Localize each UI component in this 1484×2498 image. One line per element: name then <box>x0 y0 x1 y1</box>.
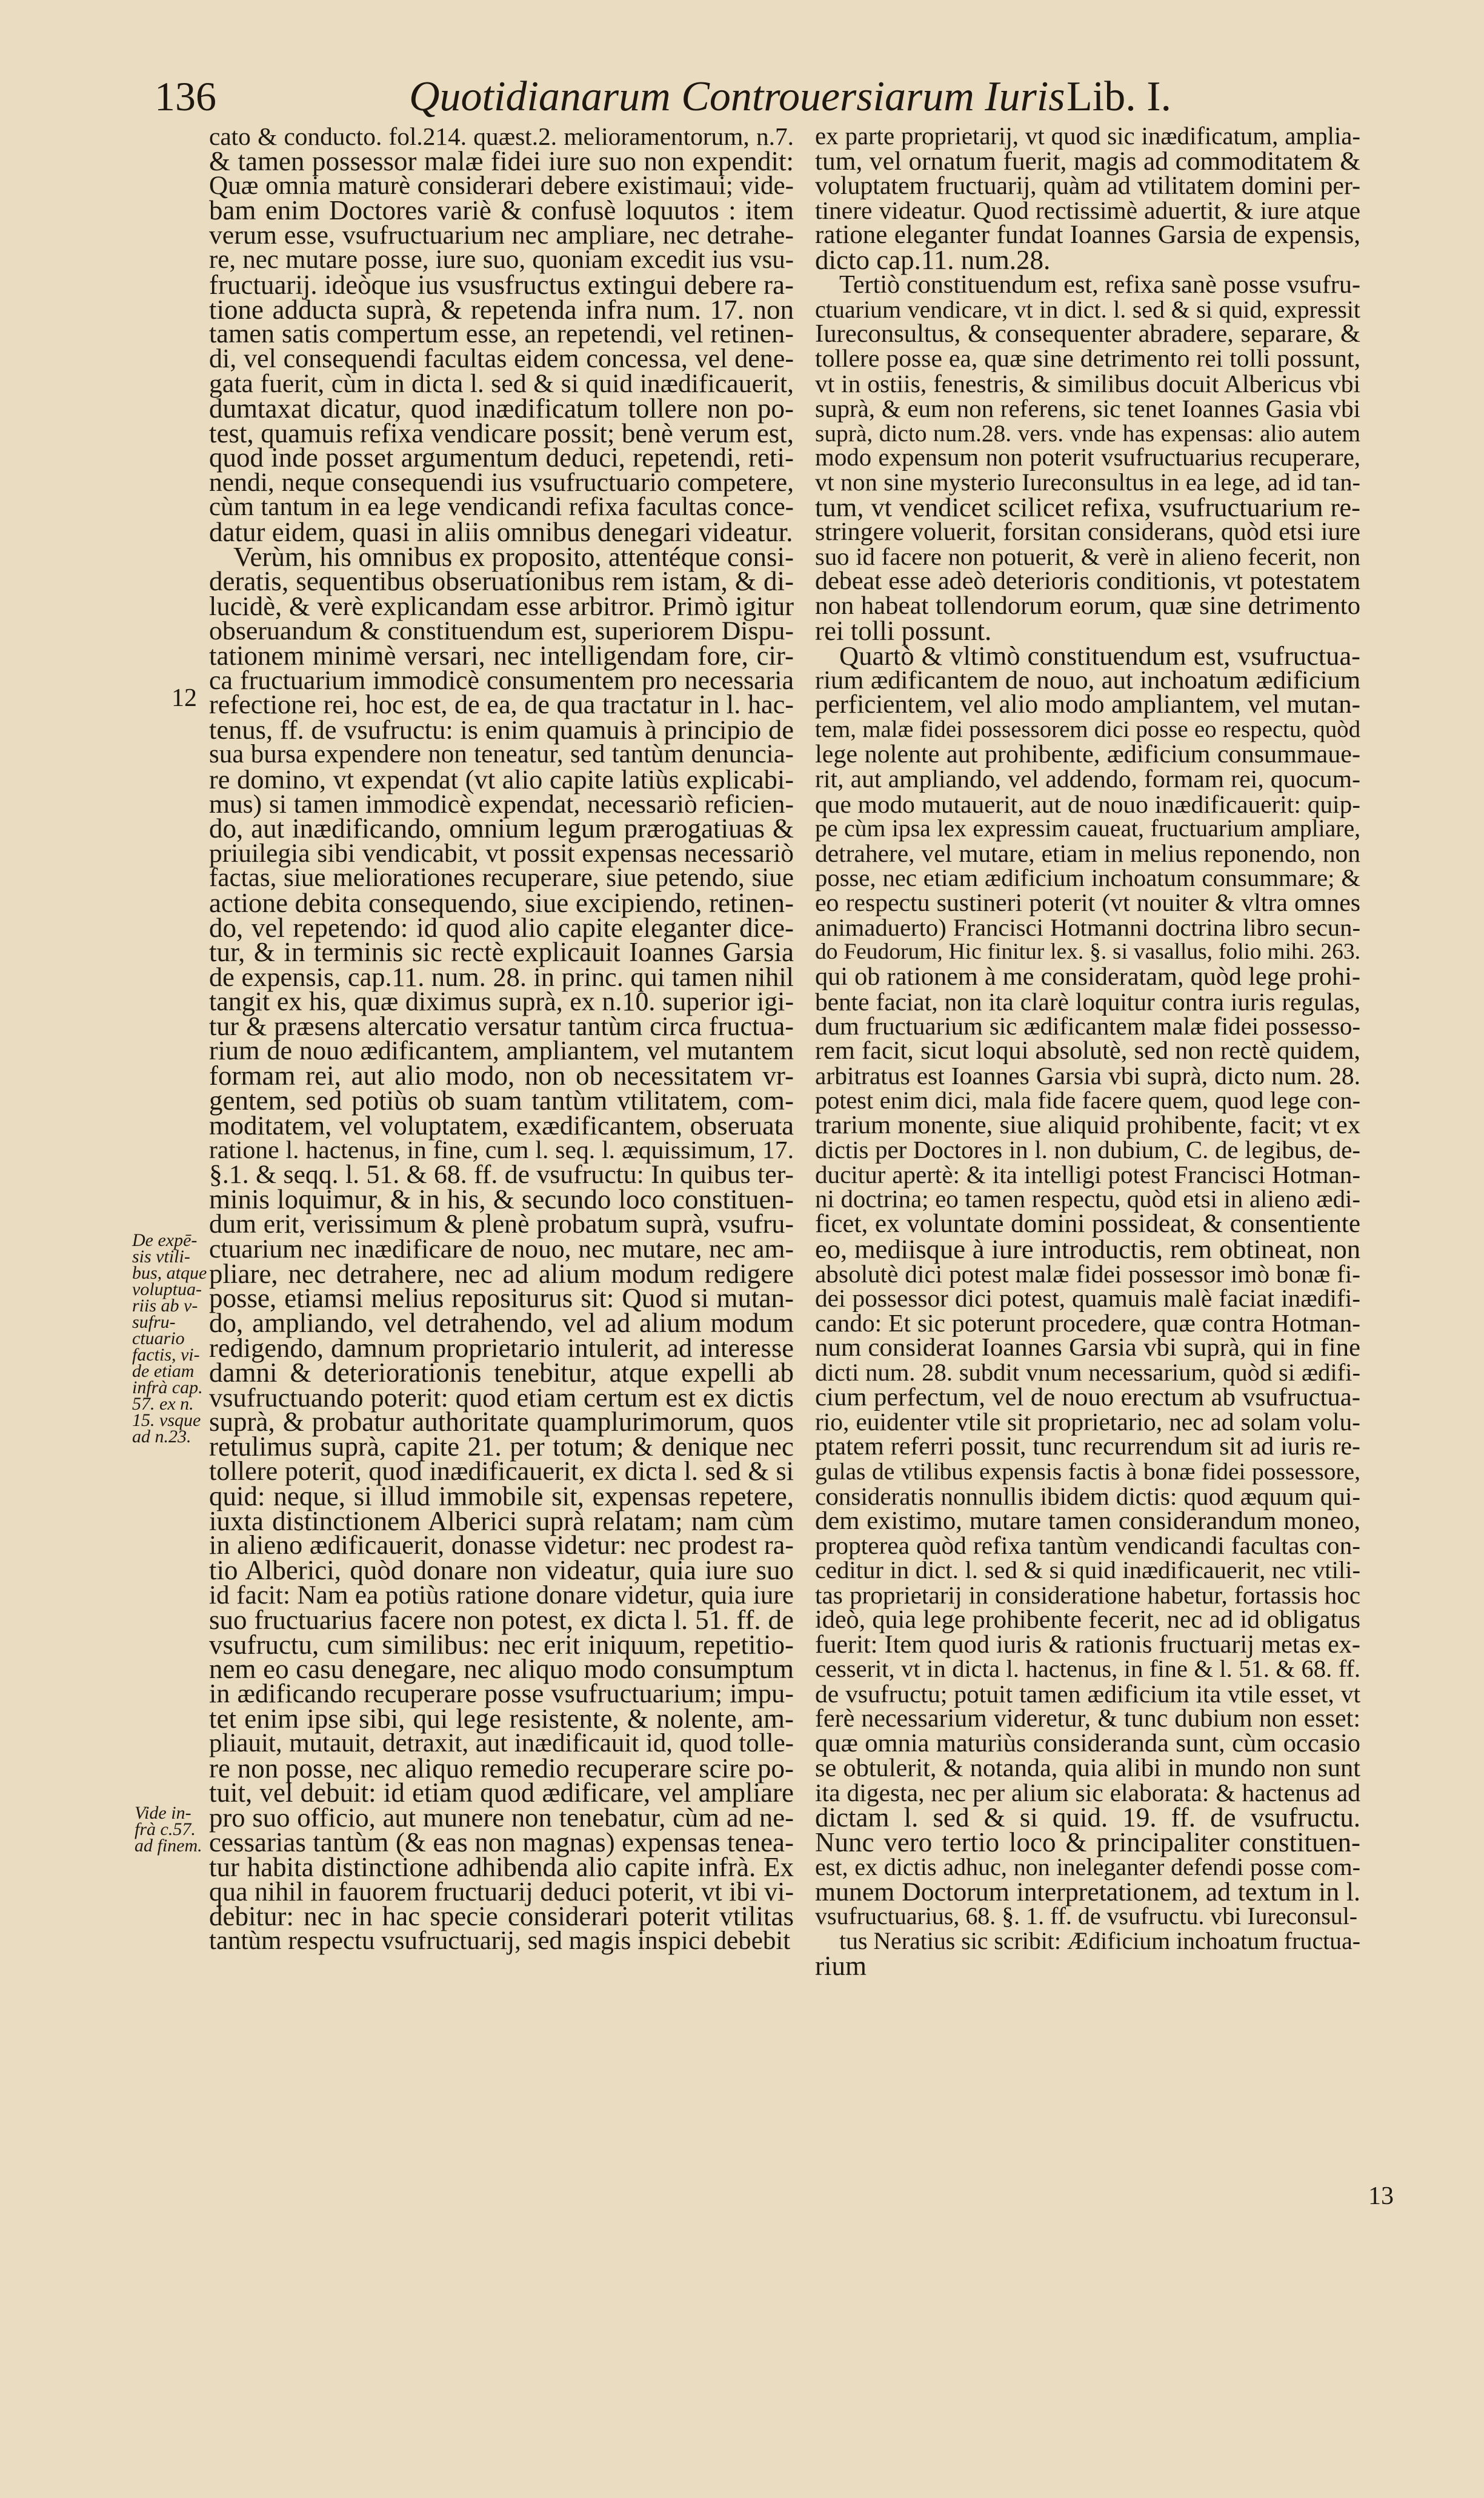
margin-note-line: 57. ex n. <box>132 1394 194 1414</box>
text-line: tur & præsens altercatio versatur tantùm circa fructua- <box>209 1011 794 1041</box>
text-line: rio, euidenter vtile sit proprietario, nec ad solam volu- <box>815 1408 1360 1436</box>
text-line: dum erit, verissimum & plenè probatum suprà, vsufru- <box>209 1210 794 1239</box>
text-line: fuerit: Item quod iuris & rationis fructuarij metas ex- <box>815 1630 1360 1659</box>
margin-note-cross-reference <box>135 1805 202 1854</box>
text-line: debitur: nec in hac specie considerari poterit vtilitas <box>209 1901 794 1932</box>
text-line: est, ex dictis adhuc, non ineleganter defendi posse com- <box>815 1853 1360 1880</box>
paragraph-number-13: 13 <box>1368 2182 1394 2210</box>
page-number: 136 <box>155 73 216 119</box>
text-line: ferè necessarium videretur, & tunc dubium non esset: <box>815 1705 1360 1733</box>
margin-note-line: frà c.57. <box>135 1819 196 1839</box>
text-line: id facit: Nam ea potiùs ratione donare videtur, quia iure <box>209 1580 794 1610</box>
text-line: Nunc vero tertio loco & principaliter constituen- <box>815 1827 1360 1857</box>
text-line: dumtaxat dicatur, quod inædificatum tollere non po- <box>209 393 794 424</box>
margin-note-line: Vide in- <box>135 1803 191 1823</box>
text-line: tio Alberici, quòd donare non videatur, quia iure suo <box>209 1555 794 1586</box>
text-line: ctuarium vendicare, vt in dict. l. sed & si quid, expressit <box>815 295 1360 323</box>
text-line: Quæ omnia maturè considerari debere existimaui; vide- <box>209 171 794 200</box>
text-line: do, aut inædificando, omnium legum prærogatiuas & <box>209 813 794 844</box>
text-line: suo id facere non potuerit, & verè in alieno fecerit, non <box>815 542 1360 570</box>
text-line: cùm tantum in ea lege vendicandi refixa facultas conce- <box>209 492 794 521</box>
text-line: tamen satis compertum esse, an repetendi, vel retinen- <box>209 319 794 349</box>
text-line: tas proprietarij in consideratione habetur, fortassis hoc <box>815 1581 1360 1610</box>
text-line: ita digesta, nec per alium sic elaborata: & hactenus ad <box>815 1779 1360 1807</box>
text-line: tum, vt vendicet scilicet refixa, vsufructuarium re- <box>815 491 1360 522</box>
text-line: actione debita consequendo, siue excipiendo, retinen- <box>209 887 794 918</box>
text-line: ratione eleganter fundat Ioannes Garsia de expensis, <box>815 221 1360 250</box>
text-line: gentem, sed potiùs ob suam tantùm vtilitatem, com- <box>209 1085 794 1116</box>
text-line: dem existimo, mutare tamen considerandum moneo, <box>815 1506 1360 1535</box>
text-line: tur habita distinctione adhibenda alio capite infrà. Ex <box>209 1851 794 1882</box>
text-line: fructuarij. ideòque ius vsusfructus extingui debere ra- <box>209 269 794 300</box>
text-line: sua bursa expendere non teneatur, sed tantùm denuncia- <box>209 739 794 768</box>
text-line: rei tolli possunt. <box>815 615 992 646</box>
text-line: voluptatem fructuarij, quàm ad vtilitatem domini per- <box>815 172 1360 200</box>
text-line: quid: neque, si illud immobile sit, expensas repetere, <box>209 1480 794 1511</box>
margin-note-line: voluptua- <box>132 1279 202 1299</box>
text-line: tione adducta suprà, & repetenda infra num. 17. non <box>209 294 794 325</box>
book-number: Lib. I. <box>1066 73 1172 120</box>
text-line: ca fructuarium immodicè consumentem pro necessaria <box>209 665 794 695</box>
text-line: se obtulerit, & notanda, quia alibi in mundo non sunt <box>815 1753 1360 1782</box>
margin-note-line: 15. vsque <box>132 1410 201 1430</box>
text-line: do Feudorum, Hic finitur lex. §. si vasallus, folio mihi. 263. <box>815 939 1360 965</box>
margin-note-line: ad finem. <box>135 1836 202 1856</box>
text-line: pliare, nec detrahere, nec ad alium modum redigere <box>209 1258 794 1289</box>
text-line: test, quamuis refixa vendicare possit; benè verum est, <box>209 418 794 448</box>
text-line: obseruandum & constituendum est, superiorem Dispu- <box>209 616 794 645</box>
text-line: dictam l. sed & si quid. 19. ff. de vsufructu. <box>815 1802 1360 1833</box>
text-line: mus) si tamen immodicè expendat, necessariò reficien- <box>209 789 794 819</box>
text-line: de expensis, cap.11. num. 28. in princ. qui tamen nihil <box>209 962 794 993</box>
text-line: vsufructu, cum similibus: nec erit iniquum, repetitio- <box>209 1629 794 1660</box>
text-line: qui ob rationem à me consideratam, quòd lege prohi- <box>815 962 1360 991</box>
text-line: formam rei, aut alio modo, non ob necessitatem vr- <box>209 1061 794 1091</box>
text-line: dictis per Doctores in l. non dubium, C. de legibus, de- <box>815 1136 1360 1164</box>
text-line: gulas de vtilibus expensis factis à bonæ fidei possessore, <box>815 1458 1360 1485</box>
text-line: posse, nec etiam ædificium inchoatum consummare; & <box>815 864 1360 891</box>
text-line: re domino, vt expendat (vt alio capite latiùs explicabi- <box>209 764 794 794</box>
text-line: lege nolente aut prohibente, ædificium consummaue- <box>815 739 1360 768</box>
text-line: potest enim dici, mala fide facere quem, quod lege con- <box>815 1087 1360 1114</box>
text-line: re, nec mutare posse, iure suo, quoniam excedit ius vsu- <box>209 245 794 274</box>
text-line: modo expensum non poterit vsufructuarius recuperare, <box>815 444 1360 471</box>
text-line: ptatem referri possit, tunc recurrendum sit ad iuris re- <box>815 1433 1360 1461</box>
text-line: tem, malæ fidei possessorem dici posse eo respectu, quòd <box>815 716 1360 743</box>
margin-note-line: sis vtili- <box>132 1247 190 1267</box>
text-line: eo, mediisque à iure introductis, rem obtineat, non <box>815 1233 1360 1264</box>
text-line: ni doctrina; eo tamen respectu, quòd etsi in alieno ædi- <box>815 1185 1360 1213</box>
text-line: vt in ostiis, fenestris, & similibus docuit Albericus vbi <box>815 369 1360 398</box>
text-line: re non posse, nec aliquo remedio recuperare scire po- <box>209 1753 794 1784</box>
text-line: tet enim ipse sibi, qui lege resistente, & nolente, am- <box>209 1704 794 1734</box>
text-line: quod inde posset argumentum deduci, repetendi, reti- <box>209 442 794 473</box>
text-line: do, ampliando, vel detrahendo, vel ad alium modum <box>209 1308 794 1339</box>
text-line: vsufructuarius, 68. §. 1. ff. de vsufructu. vbi Iureconsul- <box>815 1902 1358 1930</box>
text-line: animaduerto) Francisci Hotmanni doctrina libro secun- <box>815 913 1360 941</box>
text-line: rium <box>815 1950 867 1981</box>
text-line: arbitratus est Ioannes Garsia vbi suprà, dicto num. 28. <box>815 1062 1360 1090</box>
margin-note-line: ctuario <box>132 1328 185 1348</box>
text-line: suprà, dicto num.28. vers. vnde has expensas: alio autem <box>815 419 1360 447</box>
text-line: gata fuerit, cùm in dicta l. sed & si quid inædificauerit, <box>209 368 794 398</box>
text-line: bam enim Doctores variè & confusè loquutos : item <box>209 195 794 226</box>
text-line: tur, & in terminis sic rectè explicauit Ioannes Garsia <box>209 937 794 968</box>
text-line: tationem minimè versari, nec intelligendam fore, cir- <box>209 640 794 671</box>
text-line: perficientem, vel alio modo ampliantem, vel mutan- <box>815 690 1360 719</box>
text-line: cium perfectum, vel de nouo erectum ab vsufructua- <box>815 1382 1360 1411</box>
text-line: retulimus suprà, capite 21. per totum; & denique nec <box>209 1431 794 1462</box>
text-line: stringere voluerit, forsitan considerans, quòd etsi iure <box>815 518 1360 546</box>
text-line: detrahere, vel mutare, etiam in melius reponendo, non <box>815 839 1360 868</box>
text-line: ctuarium nec inædificare de nouo, nec mutare, nec am- <box>209 1234 794 1264</box>
text-line: consideratis nonnullis ibidem dictis: quod æquum qui- <box>815 1482 1360 1510</box>
text-line: debeat esse adeò deterioris conditionis, vt potestatem <box>815 567 1360 596</box>
text-line: eo respectu sustineri poterit (vt nouiter & vltra omnes <box>815 888 1360 917</box>
text-line: tantùm respectu vsufructuarij, sed magis inspici debebit <box>209 1927 791 1956</box>
margin-note-line: sufru- <box>132 1312 176 1332</box>
text-line: rit, aut ampliando, vel addendo, formam rei, quocum- <box>815 765 1360 793</box>
text-line: in ædificando recuperare posse vsufructuarium; impu- <box>209 1679 794 1709</box>
text-line: propterea quòd refixa tantùm vendicandi facultas con- <box>815 1531 1360 1560</box>
text-line: pliauit, mutauit, detraxit, aut inædificauit id, quod tolle- <box>209 1728 794 1757</box>
text-line: Iureconsultus, & consequenter abradere, separare, & <box>815 319 1360 348</box>
text-line: redigendo, damnum proprietario intulerit, ad interesse <box>209 1333 794 1364</box>
text-line: tollere posse ea, quæ sine detrimento rei tolli possunt, <box>815 345 1360 373</box>
text-line: §.1. & seqq. l. 51. & 68. ff. de vsufructu: In quibus ter- <box>209 1160 794 1190</box>
text-line: trarium monente, siue aliquid prohibente, facit; vt ex <box>815 1110 1360 1139</box>
text-line: num considerat Ioannes Garsia vbi suprà, qui in fine <box>815 1333 1360 1362</box>
margin-note-line: infrà cap. <box>132 1377 203 1397</box>
margin-note-line: de etiam <box>132 1361 195 1381</box>
text-line: verum esse, vsufructuarium nec ampliare, nec detrahe- <box>209 221 794 250</box>
text-line: de vsufructu; potuit tamen ædificium ita vtile esset, vt <box>815 1680 1360 1708</box>
text-line: nem eo casu denegare, nec aliquo modo consumptum <box>209 1654 794 1685</box>
paragraph-number-12: 12 <box>171 684 197 712</box>
text-line: qua nihil in fauorem fructuarij deduci poterit, vt ibi vi- <box>209 1876 794 1907</box>
margin-note-line: ad n.23. <box>132 1427 191 1447</box>
text-line: ratione l. hactenus, in fine, cum l. seq. l. æquissimum, 17. <box>209 1136 794 1164</box>
text-line: refectione rei, hoc est, de ea, de qua tractatur in l. hac- <box>209 690 794 720</box>
text-line: suprà, & eum non referens, sic tenet Ioannes Gasia vbi <box>815 394 1360 422</box>
text-line: munem Doctorum interpretationem, ad textum in l. <box>815 1877 1360 1907</box>
text-line: nendi, neque consequendi ius vsufructuario competere, <box>209 468 794 498</box>
text-line: Verùm, his omnibus ex proposito, attentéque consi- <box>233 541 794 572</box>
text-line: quæ omnia maturiùs consideranda sunt, cùm occasio <box>815 1728 1360 1757</box>
text-line: suprà, & probatur authoritate quamplurimorum, quos <box>209 1407 794 1437</box>
text-line: pe cùm ipsa lex expressim caueat, fructuarium ampliare, <box>815 815 1360 842</box>
right-column <box>815 124 1360 1979</box>
text-line: tuit, vel debuit: id etiam quod ædificare, vel ampliare <box>209 1777 794 1808</box>
text-line: tangit ex his, quæ diximus suprà, ex n.10. superior igi- <box>209 986 794 1016</box>
text-line: tenus, ff. de vsufructu: is enim quamuis à principio de <box>209 714 794 745</box>
text-line: lucidè, & verè explicandam esse arbitror. Primò igitur <box>209 591 794 622</box>
text-line: vsufructuando poterit: quod etiam certum est ex dictis <box>209 1382 794 1413</box>
text-line: rium ædificantem de nouo, aut inchoatum ædificium <box>815 665 1360 694</box>
margin-note-line: factis, vi- <box>132 1345 200 1365</box>
text-line: ceditur in dict. l. sed & si quid inædificauerit, nec vtili- <box>815 1556 1360 1584</box>
text-line: iuxta distinctionem Alberici suprà relatam; nam cùm <box>209 1505 794 1536</box>
text-line: cando: Et sic poterunt procedere, quæ contra Hotman- <box>815 1309 1360 1337</box>
text-line: bente faciat, non ita clarè loquitur contra iuris regulas, <box>815 987 1360 1016</box>
text-line: dei possessor dici potest, quamuis malè faciat inædifi- <box>815 1284 1360 1313</box>
text-line: ducitur apertè: & ita intelligi potest Francisci Hotman- <box>815 1161 1360 1189</box>
text-line: Quartò & vltimò constituendum est, vsufructua- <box>839 640 1360 671</box>
text-line: damni & deteriorationis tenebitur, atque expelli ab <box>209 1357 794 1388</box>
text-line: ex parte proprietarij, vt quod sic inædificatum, amplia- <box>815 122 1360 150</box>
text-line: dicto cap.11. num.28. <box>815 244 1051 275</box>
text-line: que modo mutauerit, aut de nouo inædificauerit: quip- <box>815 790 1360 818</box>
text-line: ideò, quia lege prohibente fecerit, nec ad id obligatus <box>815 1605 1360 1634</box>
margin-note-line: riis ab v- <box>132 1296 198 1316</box>
text-line: tum, vel ornatum fuerit, magis ad commoditatem & <box>815 146 1360 176</box>
text-line: suo fructuarius facere non potest, ex dicta l. 51. ff. de <box>209 1604 794 1635</box>
text-line: rem facit, sicut loqui absolutè, sed non rectè quidem, <box>815 1036 1360 1065</box>
text-line: deratis, sequentibus obseruationibus rem istam, & di- <box>209 566 794 597</box>
text-line: Tertiò constituendum est, refixa sanè posse vsufru- <box>839 270 1360 299</box>
text-line: moditatem, vel voluptatem, exædificantem, obseruata <box>209 1110 794 1141</box>
text-line: non habeat tollendorum eorum, quæ sine detrimento <box>815 591 1360 621</box>
text-line: do, vel repetendo: id quod alio capite eleganter dice- <box>209 912 794 943</box>
text-line: vt non sine mysterio Iureconsultus in ea lege, ad id tan- <box>815 468 1360 496</box>
text-line: pro suo officio, aut munere non tenebatur, cùm ad ne- <box>209 1802 794 1833</box>
text-line: dicti num. 28. subdit vnum necessarium, quòd si ædifi- <box>815 1358 1360 1386</box>
text-line: in alieno ædificauerit, donasse videtur: nec prodest ra- <box>209 1530 794 1560</box>
text-line: absolutè dici potest malæ fidei possessor imò bonæ fi- <box>815 1259 1360 1288</box>
margin-note-expenses <box>132 1232 207 1445</box>
text-line: tinere videatur. Quod rectissimè aduertit, & iure atque <box>815 196 1360 225</box>
running-title: Quotidianarum Controuersiarum Iuris <box>409 73 1065 120</box>
margin-note-line: De expē- <box>132 1230 198 1250</box>
text-line: tollere poterit, quod inædificauerit, ex dicta l. sed & si <box>209 1456 794 1487</box>
text-line: priuilegia sibi vendicabit, vt possit expensas necessariò <box>209 839 794 868</box>
margin-note-line: bus, atque <box>132 1263 207 1283</box>
text-line: dum fructuarium sic ædificantem malæ fidei possesso- <box>815 1012 1360 1040</box>
text-line: datur eidem, quasi in aliis omnibus denegari videatur. <box>209 516 793 547</box>
text-line: di, vel consequendi facultas eidem concessa, vel dene- <box>209 344 794 374</box>
text-line: rium de nouo ædificantem, ampliantem, vel mutantem <box>209 1036 794 1066</box>
text-line: factas, siue meliorationes recuperare, siue petendo, siue <box>209 863 794 892</box>
left-column <box>209 124 794 1954</box>
text-line: cesserit, vt in dicta l. hactenus, in fine & l. 51. & 68. ff. <box>815 1655 1360 1683</box>
text-line: cato & conducto. fol.214. quæst.2. melioramentorum, n.7. <box>209 122 794 150</box>
text-line: minis loquimur, & in his, & secundo loco constituen- <box>209 1184 794 1215</box>
text-line: ficet, ex voluntate domini possideat, & consentiente <box>815 1210 1360 1239</box>
text-line: posse, etiamsi melius repositurus sit: Quod si mutan- <box>209 1283 794 1314</box>
text-line: & tamen possessor malæ fidei iure suo non expendit: <box>209 145 794 176</box>
text-line: tus Neratius sic scribit: Ædificium inchoatum fructua- <box>839 1928 1360 1955</box>
text-line: cessarias tantùm (& eas non magnas) expensas tenea- <box>209 1827 794 1857</box>
